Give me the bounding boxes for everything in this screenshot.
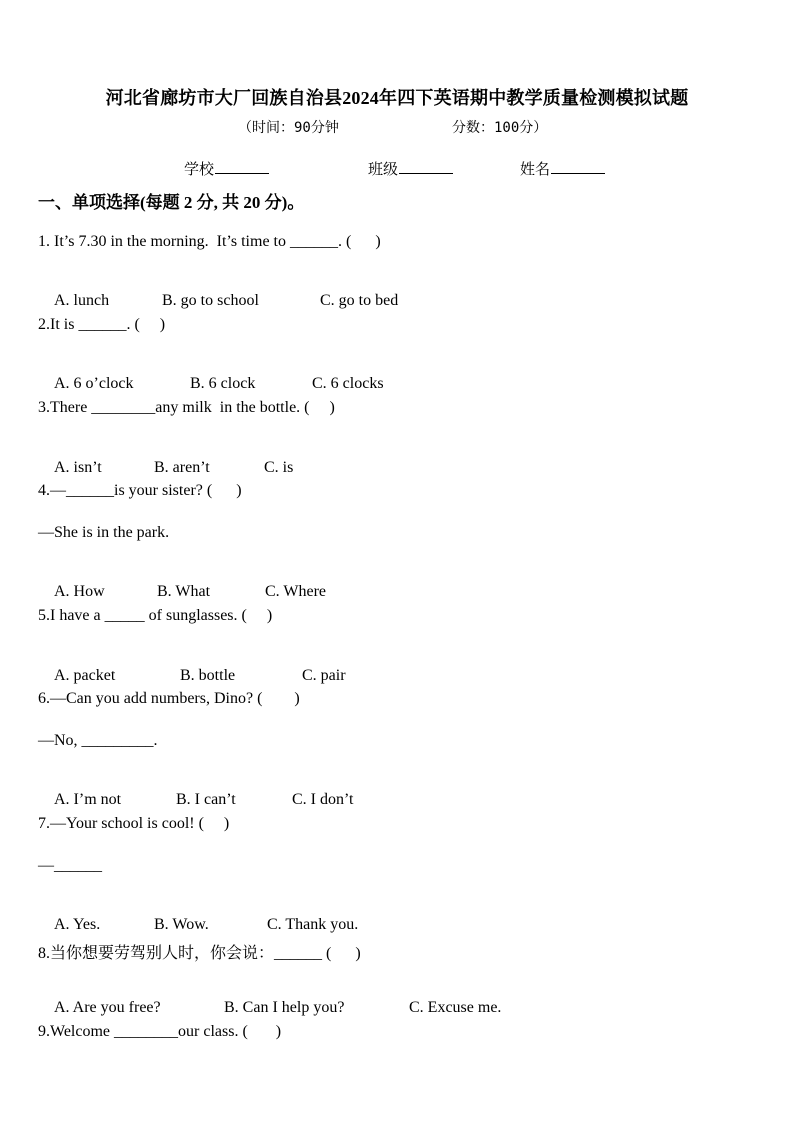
option-b: B. 6 clock [190, 375, 256, 392]
exam-time: （时间：90分钟 [238, 120, 339, 136]
question-2: 2.It is ______. ( ) [38, 316, 166, 333]
exam-title: 河北省廊坊市大厂回族自治县2024年四下英语期中教学质量检测模拟试题 [105, 88, 689, 108]
class-label: 班级 [368, 162, 399, 178]
school-label: 学校 [184, 162, 215, 178]
name-label: 姓名 [520, 162, 551, 178]
school-field [184, 158, 269, 179]
school-blank [215, 159, 269, 174]
option-c: C. I don’t [292, 791, 354, 808]
answer-4: —She is in the park. [38, 524, 170, 541]
option-b: B. Wow. [154, 916, 209, 933]
option-b: B. Can I help you? [224, 999, 345, 1016]
option-c: C. go to bed [320, 292, 399, 309]
option-b: B. bottle [180, 667, 236, 684]
question-9: 9.Welcome ________our class. ( ) [38, 1023, 282, 1040]
question-5: 5.I have a _____ of sunglasses. ( ) [38, 607, 273, 624]
option-c: C. Excuse me. [409, 999, 502, 1016]
question-4: 4.—______is your sister? ( ) [38, 482, 242, 499]
option-a: A. I’m not [54, 791, 122, 808]
option-a: A. Yes. [54, 916, 101, 933]
option-a: A. lunch [54, 292, 110, 309]
option-b: B. go to school [162, 292, 259, 309]
question-8: 8.当你想要劳驾别人时，你会说：______ ( ) [38, 945, 361, 962]
question-7: 7.—Your school is cool! ( ) [38, 815, 230, 832]
name-blank [551, 159, 605, 174]
name-field [520, 158, 605, 179]
class-field [368, 158, 453, 179]
option-c: C. is [264, 459, 294, 476]
option-c: C. Where [265, 583, 327, 600]
option-c: C. pair [302, 667, 346, 684]
answer-6: —No, _________. [38, 732, 158, 749]
exam-score: 分数：100分） [452, 120, 548, 136]
question-6: 6.—Can you add numbers, Dino? ( ) [38, 690, 300, 707]
question-3: 3.There ________any milk in the bottle. ( ) [38, 399, 335, 416]
option-b: B. What [157, 583, 211, 600]
option-c: C. Thank you. [267, 916, 359, 933]
option-a: A. packet [54, 667, 116, 684]
option-a: A. isn’t [54, 459, 102, 476]
option-b: B. aren’t [154, 459, 210, 476]
option-b: B. I can’t [176, 791, 236, 808]
option-c: C. 6 clocks [312, 375, 384, 392]
question-1: 1. It’s 7.30 in the morning. It’s time to ______. ( ) [38, 233, 381, 250]
section-heading: 一、单项选择(每题 2 分, 共 20 分)。 [38, 193, 305, 212]
option-a: A. How [54, 583, 105, 600]
option-a: A. 6 o’clock [54, 375, 134, 392]
answer-7: —______ [38, 857, 102, 874]
option-a: A. Are you free? [54, 999, 161, 1016]
class-blank [399, 159, 453, 174]
